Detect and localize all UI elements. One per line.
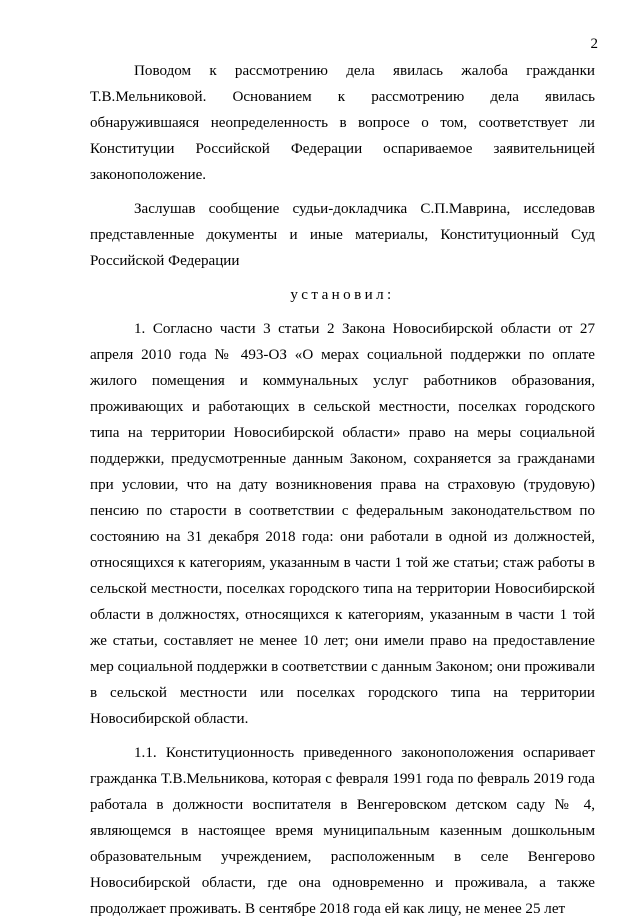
document-body: [90, 58, 595, 922]
section-heading-established: установил:: [290, 287, 395, 303]
paragraph-spacer: [90, 732, 595, 740]
paragraph-spacer: [90, 308, 595, 316]
paragraph-section-1: 1. Согласно части 3 статьи 2 Закона Новосибирской области от 27 апреля 2010 года № 493-ОЗ «О мерах социальной поддержки по оплате жилого помещения и коммунальных услуг работников образования, проживающих и работающих в сельской местности, поселках городского типа на территории Новосибирской области» право на меры социальной поддержки, предусмотренные данным Законом, сохраняется за гражданами при условии, что на дату возникновения права на страховую (трудовую) пенсию по старости в соответствии с федеральным законодательством по состоянию на 31 декабря 2018 года: они работали в одной из должностей, относящихся к категориям, указанным в части 1 той же статьи; стаж работы в сельской местности, поселках городского типа на территории Новосибирской области в должностях, относящихся к категориям, указанным в части 1 той же статьи, составляет не менее 10 лет; они имели право на предоставление мер социальной поддержки в соответствии с данным Законом; они проживали в сельской местности или поселках городского типа на территории Новосибирской области.: [90, 321, 595, 727]
paragraph-section-1-1: 1.1. Конституционность приведенного законоположения оспаривает гражданка Т.В.Мельникова, которая с февраля 1991 года по февраль 2019 года работала в должности воспитателя в Венгеровском детском саду № 4, являющемся в настоящее время муниципальным казенным дошкольным образовательным учреждением, расположенным в селе Венгерово Новосибирской области, где она одновременно и проживала, а также продолжает проживать. В сентябре 2018 года ей как лицу, не менее 25 лет: [90, 745, 595, 917]
page-number: 2: [590, 36, 598, 52]
paragraph-grounds: Поводом к рассмотрению дела явилась жалоба гражданки Т.В.Мельниковой. Основанием к рассмотрению дела явилась обнаружившаяся неопределенность в вопросе о том, соответствует ли Конституции Российской Федерации оспариваемое заявительницей законоположение.: [90, 63, 595, 183]
paragraph-spacer: [90, 188, 595, 196]
paragraph-hearing: Заслушав сообщение судьи-докладчика С.П.Маврина, исследовав представленные документы и иные материалы, Конституционный Суд Российской Федерации: [90, 201, 595, 269]
paragraph-spacer: [90, 274, 595, 282]
